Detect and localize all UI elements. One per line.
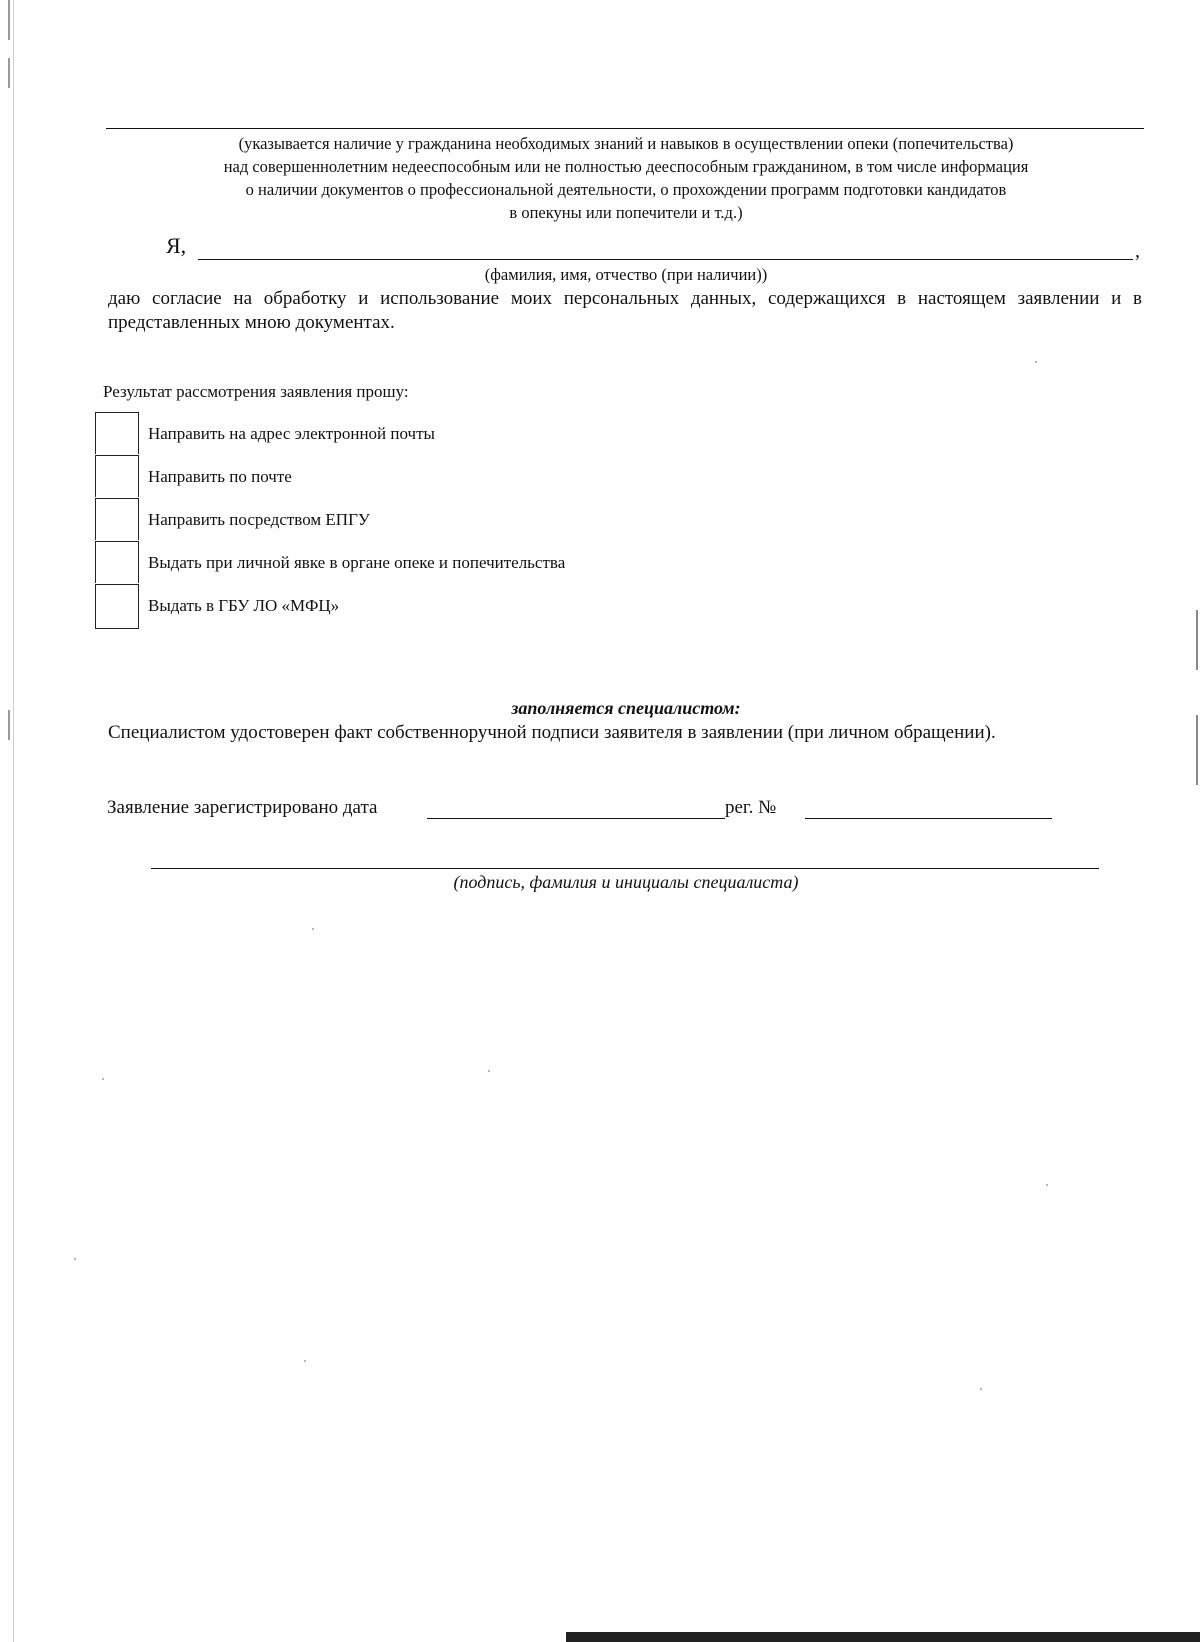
skills-fill-line[interactable] — [106, 128, 1144, 129]
option-post-label: Направить по почте — [148, 467, 292, 486]
option-post — [95, 455, 795, 498]
skills-hint-line: в опекуны или попечители и т.д.) — [509, 203, 743, 222]
option-mfc-checkbox[interactable] — [95, 584, 139, 629]
option-in-person — [95, 541, 795, 584]
skills-hint-line: (указывается наличие у гражданина необходимых знаний и навыков в осуществлении опеки (попечительства) — [238, 134, 1014, 153]
fio-comma: , — [1135, 240, 1140, 262]
reg-number-label: рег. № — [725, 797, 777, 818]
delivery-options — [95, 412, 795, 627]
option-epgu-checkbox[interactable] — [95, 498, 139, 540]
registered-date-label: Заявление зарегистрировано дата — [107, 797, 378, 818]
signature-caption: (подпись, фамилия и инициалы специалиста) — [453, 872, 799, 892]
reg-number-field[interactable] — [805, 818, 1052, 819]
option-mfc-label: Выдать в ГБУ ЛО «МФЦ» — [148, 596, 340, 615]
option-mfc — [95, 584, 795, 627]
skills-hint-line: о наличии документов о профессиональной деятельности, о прохождении программ подготовки кандидатов — [245, 180, 1007, 199]
scan-speck — [980, 1388, 982, 1390]
scan-left-mark — [8, 58, 10, 88]
scan-bottom-bar — [566, 1632, 1200, 1642]
option-email — [95, 412, 795, 455]
scan-left-edge — [13, 0, 14, 1642]
option-in-person-checkbox[interactable] — [95, 541, 139, 583]
option-post-checkbox[interactable] — [95, 455, 139, 497]
scan-left-mark — [8, 0, 10, 40]
specialist-statement: Специалистом удостоверен факт собственноручной подписи заявителя в заявлении (при личном обращении). — [108, 722, 996, 743]
scan-right-mark — [1196, 715, 1198, 785]
registered-date-field[interactable] — [427, 818, 725, 819]
option-epgu — [95, 498, 795, 541]
scan-left-mark — [8, 710, 10, 740]
skills-hint — [106, 132, 1146, 224]
scan-speck — [1035, 361, 1037, 363]
scan-speck — [1046, 1184, 1048, 1186]
consent-text: даю согласие на обработку и использование моих персональных данных, содержащихся в настоящем заявлении и в представленных мною документах. — [108, 288, 1142, 333]
specialist-section-title: заполняется специалистом: — [511, 698, 741, 718]
option-email-checkbox[interactable] — [95, 412, 139, 454]
option-epgu-label: Направить посредством ЕПГУ — [148, 510, 370, 529]
scan-right-mark — [1196, 610, 1198, 670]
fio-fill-line[interactable] — [198, 259, 1133, 260]
scan-speck — [74, 1258, 76, 1260]
option-in-person-label: Выдать при личной явке в органе опеке и попечительства — [148, 553, 566, 572]
specialist-signature-field[interactable] — [151, 868, 1099, 869]
skills-hint-line: над совершеннолетним недееспособным или не полностью дееспособным гражданином, в том числе информация — [223, 157, 1029, 176]
scan-speck — [312, 928, 314, 930]
result-title: Результат рассмотрения заявления прошу: — [103, 382, 409, 401]
scan-speck — [102, 1078, 104, 1080]
scan-speck — [304, 1360, 306, 1362]
option-email-label: Направить на адрес электронной почты — [148, 424, 435, 443]
fio-caption: (фамилия, имя, отчество (при наличии)) — [484, 265, 768, 284]
ya-label: Я, — [166, 233, 187, 258]
scan-speck — [488, 1070, 490, 1072]
